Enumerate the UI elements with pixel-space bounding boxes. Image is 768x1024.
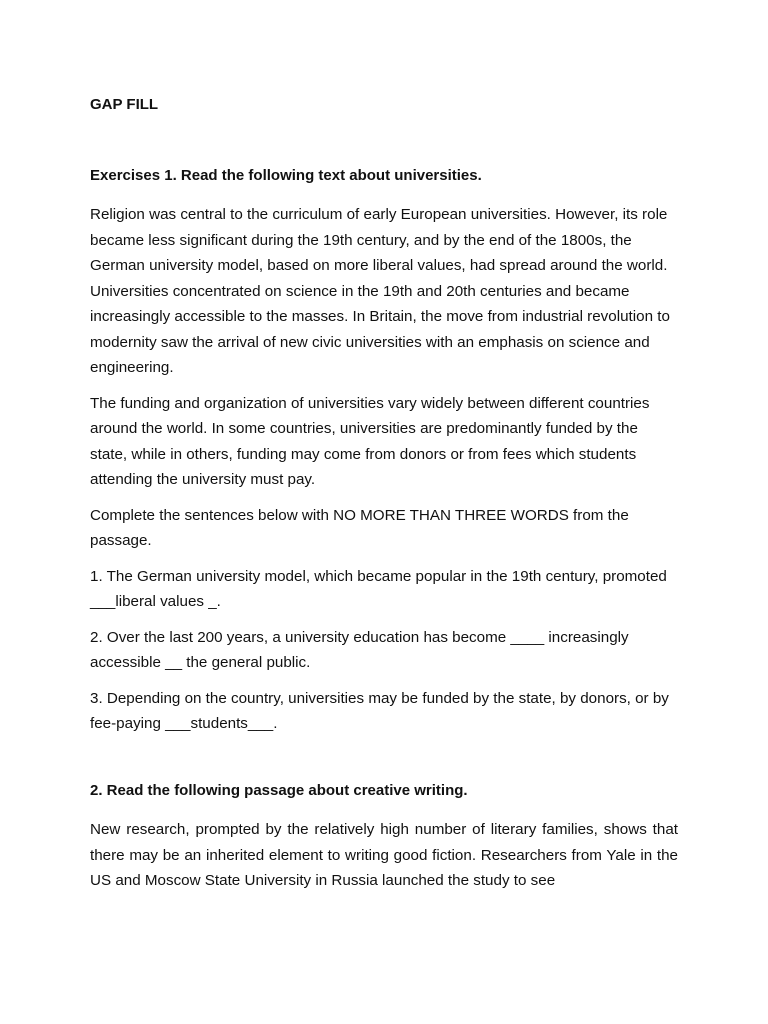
question-1: 1. The German university model, which became popular in the 19th century, promoted ___liberal values _. xyxy=(90,567,667,610)
exercise-1-section xyxy=(90,166,678,747)
question-3: 3. Depending on the country, universities may be funded by the state, by donors, or by fee-paying ___students___. xyxy=(90,689,669,732)
exercise-1-paragraph: The funding and organization of universities vary widely between different countries around the world. In some countries, universities are predominantly funded by the state, while in others, funding may come from donors or from fees which students attending the university must pay. xyxy=(90,394,650,488)
exercise-1-paragraph: Religion was central to the curriculum of early European universities. However, its role became less significant during the 19th century, and by the end of the 1800s, the German university model, based on more liberal values, had spread around the world. Universities concentrated on science in the 19th and 20th centuries and became increasingly accessible to the masses. In Britain, the move from industrial revolution to modernity saw the arrival of new civic universities with an emphasis on science and engineering. xyxy=(90,206,670,376)
question-2: 2. Over the last 200 years, a university education has become ____ increasingly accessible __ the general public. xyxy=(90,628,629,671)
exercise-1-heading: Exercises 1. Read the following text about universities. xyxy=(90,167,482,184)
exercise-2-heading: 2. Read the following passage about creative writing. xyxy=(90,782,468,799)
exercise-1-instruction: Complete the sentences below with NO MORE THAN THREE WORDS from the passage. xyxy=(90,506,629,549)
exercise-2-section xyxy=(90,781,678,904)
document-title: GAP FILL xyxy=(90,96,159,113)
exercise-2-paragraph: New research, prompted by the relatively high number of literary families, shows that there may be an inherited element to writing good fiction. Researchers from Yale in the US and Moscow State University in Russia launched the study to see xyxy=(90,821,678,889)
